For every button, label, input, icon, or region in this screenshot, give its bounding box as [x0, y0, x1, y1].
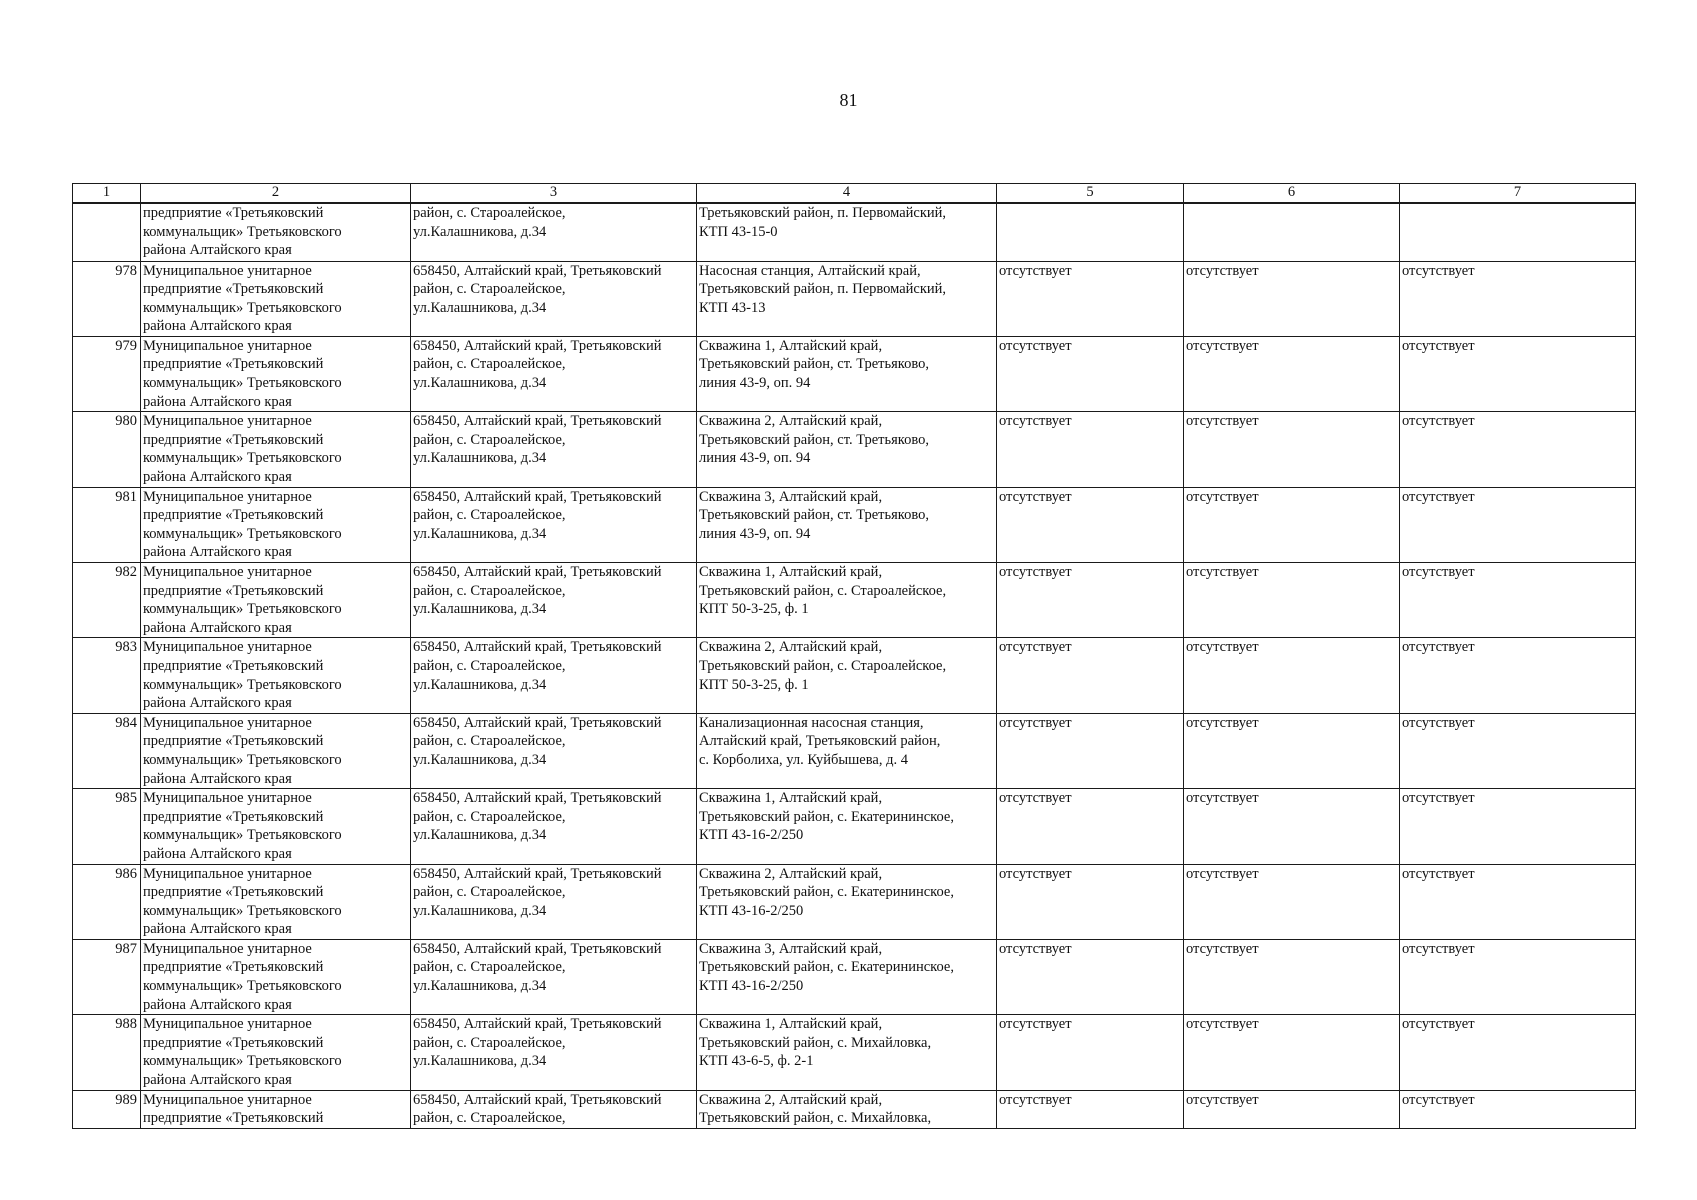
facility-location-cell [697, 638, 997, 713]
cell-line: предприятие «Третьяковский [143, 1110, 324, 1127]
cell-line: коммунальщик» Третьяковского [143, 978, 342, 995]
facility-location-cell [697, 261, 997, 336]
value-cell-5: отсутствует [997, 939, 1184, 1014]
table-row [73, 563, 1636, 638]
cell-line: Скважина 3, Алтайский край, [699, 488, 883, 505]
value-cell-6: отсутствует [1184, 864, 1400, 939]
value-cell-6: отсутствует [1184, 638, 1400, 713]
address-cell [411, 864, 697, 939]
organization-cell [141, 1090, 411, 1128]
cell-line: предприятие «Третьяковский [143, 808, 324, 825]
cell-line: КТП 43-16-2/250 [699, 902, 804, 919]
table-row [73, 412, 1636, 487]
cell-line: района Алтайского края [143, 544, 292, 561]
cell-line: Скважина 1, Алтайский край, [699, 337, 883, 354]
row-number-cell: 981 [73, 487, 141, 562]
table-row [73, 203, 1636, 261]
value-cell-5: отсутствует [997, 412, 1184, 487]
cell-line: Муниципальное унитарное [143, 865, 312, 882]
cell-line: Скважина 1, Алтайский край, [699, 1016, 883, 1033]
row-number-cell: 986 [73, 864, 141, 939]
value-cell-6: отсутствует [1184, 1090, 1400, 1128]
cell-line: района Алтайского края [143, 318, 292, 335]
cell-line: коммунальщик» Третьяковского [143, 1053, 342, 1070]
cell-line: коммунальщик» Третьяковского [143, 902, 342, 919]
cell-line: ул.Калашникова, д.34 [413, 978, 547, 995]
organization-cell [141, 563, 411, 638]
row-number-cell: 982 [73, 563, 141, 638]
row-number-cell: 985 [73, 789, 141, 864]
cell-line: Третьяковский район, с. Староалейское, [699, 657, 947, 674]
cell-line: Третьяковский район, ст. Третьяково, [699, 431, 929, 448]
cell-line: Муниципальное унитарное [143, 1016, 312, 1033]
cell-line: ул.Калашникова, д.34 [413, 827, 547, 844]
cell-line: 658450, Алтайский край, Третьяковский [413, 714, 662, 731]
cell-line: 658450, Алтайский край, Третьяковский [413, 262, 662, 279]
cell-line: КТП 43-13 [699, 299, 766, 316]
cell-line: ул.Калашникова, д.34 [413, 676, 547, 693]
row-number-cell [73, 203, 141, 261]
cell-line: 658450, Алтайский край, Третьяковский [413, 564, 662, 580]
cell-line: района Алтайского края [143, 996, 292, 1013]
cell-line: Муниципальное унитарное [143, 639, 312, 656]
cell-line: КТП 43-6-5, ф. 2-1 [699, 1053, 814, 1070]
value-cell-6: отсутствует [1184, 487, 1400, 562]
cell-line: 658450, Алтайский край, Третьяковский [413, 790, 662, 807]
value-cell-6: отсутствует [1184, 713, 1400, 788]
cell-line: Скважина 3, Алтайский край, [699, 940, 883, 957]
cell-line: Третьяковский район, с. Екатерининское, [699, 959, 954, 976]
cell-line: линия 43-9, оп. 94 [699, 525, 811, 542]
value-cell-5: отсутствует [997, 638, 1184, 713]
cell-line: района Алтайского края [143, 469, 292, 486]
table-row [73, 336, 1636, 411]
value-cell-6: отсутствует [1184, 336, 1400, 411]
cell-line: район, с. Староалейское, [413, 959, 566, 976]
organization-cell [141, 203, 411, 261]
cell-line: предприятие «Третьяковский [143, 205, 324, 221]
cell-line: линия 43-9, оп. 94 [699, 375, 811, 392]
cell-line: ул.Калашникова, д.34 [413, 375, 547, 392]
row-number-cell: 984 [73, 713, 141, 788]
cell-line: район, с. Староалейское, [413, 507, 566, 524]
column-number-row [73, 184, 1636, 204]
row-number-cell: 980 [73, 412, 141, 487]
value-cell-6: отсутствует [1184, 563, 1400, 638]
column-header-4: 4 [697, 184, 997, 204]
cell-line: Муниципальное унитарное [143, 262, 312, 279]
table-row [73, 1090, 1636, 1128]
cell-line: район, с. Староалейское, [413, 281, 566, 298]
cell-line: района Алтайского края [143, 921, 292, 938]
cell-line: ул.Калашникова, д.34 [413, 902, 547, 919]
cell-line: Скважина 2, Алтайский край, [699, 413, 883, 430]
cell-line: Третьяковский район, с. Староалейское, [699, 582, 947, 599]
value-cell-5: отсутствует [997, 336, 1184, 411]
cell-line: предприятие «Третьяковский [143, 733, 324, 750]
cell-line: 658450, Алтайский край, Третьяковский [413, 337, 662, 354]
facility-location-cell [697, 487, 997, 562]
cell-line: Муниципальное унитарное [143, 413, 312, 430]
column-header-6: 6 [1184, 184, 1400, 204]
facility-location-cell [697, 939, 997, 1014]
cell-line: района Алтайского края [143, 695, 292, 712]
cell-line: ул.Калашникова, д.34 [413, 751, 547, 768]
facility-location-cell [697, 336, 997, 411]
cell-line: коммунальщик» Третьяковского [143, 299, 342, 316]
cell-line: КТП 43-16-2/250 [699, 827, 804, 844]
row-number-cell: 978 [73, 261, 141, 336]
cell-line: район, с. Староалейское, [413, 733, 566, 750]
cell-line: ул.Калашникова, д.34 [413, 525, 547, 542]
cell-line: предприятие «Третьяковский [143, 356, 324, 373]
cell-line: район, с. Староалейское, [413, 1110, 566, 1127]
cell-line: предприятие «Третьяковский [143, 281, 324, 298]
cell-line: 658450, Алтайский край, Третьяковский [413, 1091, 662, 1108]
value-cell-6: отсутствует [1184, 1015, 1400, 1090]
value-cell-6 [1184, 203, 1400, 261]
cell-line: Скважина 1, Алтайский край, [699, 790, 883, 807]
cell-line: Муниципальное унитарное [143, 714, 312, 731]
address-cell [411, 261, 697, 336]
cell-line: Муниципальное унитарное [143, 488, 312, 505]
value-cell-7: отсутствует [1400, 713, 1636, 788]
table-body [73, 203, 1636, 1128]
column-header-2: 2 [141, 184, 411, 204]
value-cell-6: отсутствует [1184, 789, 1400, 864]
cell-line: коммунальщик» Третьяковского [143, 751, 342, 768]
address-cell [411, 789, 697, 864]
facility-location-cell [697, 1090, 997, 1128]
cell-line: КТП 43-15-0 [699, 223, 778, 240]
cell-line: Муниципальное унитарное [143, 564, 312, 580]
cell-line: коммунальщик» Третьяковского [143, 601, 342, 618]
value-cell-7: отсутствует [1400, 487, 1636, 562]
organization-cell [141, 864, 411, 939]
cell-line: КТП 43-16-2/250 [699, 978, 804, 995]
table-row [73, 638, 1636, 713]
address-cell [411, 1015, 697, 1090]
cell-line: Третьяковский район, с. Екатерининское, [699, 808, 954, 825]
table-row [73, 864, 1636, 939]
organization-cell [141, 487, 411, 562]
value-cell-7: отсутствует [1400, 336, 1636, 411]
cell-line: коммунальщик» Третьяковского [143, 827, 342, 844]
cell-line: предприятие «Третьяковский [143, 959, 324, 976]
organization-cell [141, 939, 411, 1014]
cell-line: 658450, Алтайский край, Третьяковский [413, 488, 662, 505]
facility-location-cell [697, 864, 997, 939]
value-cell-5: отсутствует [997, 261, 1184, 336]
cell-line: район, с. Староалейское, [413, 205, 566, 221]
cell-line: Третьяковский район, п. Первомайский, [699, 205, 947, 221]
cell-line: район, с. Староалейское, [413, 356, 566, 373]
value-cell-6: отсутствует [1184, 939, 1400, 1014]
row-number-cell: 987 [73, 939, 141, 1014]
cell-line: район, с. Староалейское, [413, 1034, 566, 1051]
address-cell [411, 713, 697, 788]
cell-line: ул.Калашникова, д.34 [413, 1053, 547, 1070]
cell-line: Третьяковский район, п. Первомайский, [699, 281, 947, 298]
organization-cell [141, 638, 411, 713]
cell-line: Третьяковский район, с. Екатерининское, [699, 884, 954, 901]
table-row [73, 939, 1636, 1014]
value-cell-5: отсутствует [997, 789, 1184, 864]
table-row [73, 487, 1636, 562]
value-cell-7: отсутствует [1400, 1015, 1636, 1090]
cell-line: 658450, Алтайский край, Третьяковский [413, 940, 662, 957]
cell-line: района Алтайского края [143, 1072, 292, 1089]
cell-line: коммунальщик» Третьяковского [143, 375, 342, 392]
organization-cell [141, 1015, 411, 1090]
facility-location-cell [697, 789, 997, 864]
cell-line: Муниципальное унитарное [143, 940, 312, 957]
cell-line: Скважина 2, Алтайский край, [699, 865, 883, 882]
cell-line: предприятие «Третьяковский [143, 431, 324, 448]
organization-cell [141, 412, 411, 487]
cell-line: линия 43-9, оп. 94 [699, 450, 811, 467]
cell-line: Муниципальное унитарное [143, 790, 312, 807]
cell-line: района Алтайского края [143, 393, 292, 410]
cell-line: Третьяковский район, ст. Третьяково, [699, 507, 929, 524]
address-cell [411, 563, 697, 638]
cell-line: предприятие «Третьяковский [143, 884, 324, 901]
value-cell-7: отсутствует [1400, 939, 1636, 1014]
cell-line: ул.Калашникова, д.34 [413, 450, 547, 467]
row-number-cell: 983 [73, 638, 141, 713]
cell-line: коммунальщик» Третьяковского [143, 223, 342, 240]
address-cell [411, 203, 697, 261]
row-number-cell: 988 [73, 1015, 141, 1090]
organization-cell [141, 336, 411, 411]
cell-line: предприятие «Третьяковский [143, 507, 324, 524]
cell-line: предприятие «Третьяковский [143, 1034, 324, 1051]
cell-line: 658450, Алтайский край, Третьяковский [413, 1016, 662, 1033]
value-cell-5: отсутствует [997, 713, 1184, 788]
address-cell [411, 412, 697, 487]
value-cell-7: отсутствует [1400, 1090, 1636, 1128]
facility-location-cell [697, 713, 997, 788]
address-cell [411, 487, 697, 562]
cell-line: КПТ 50-3-25, ф. 1 [699, 601, 809, 618]
value-cell-7 [1400, 203, 1636, 261]
value-cell-7: отсутствует [1400, 412, 1636, 487]
organization-cell [141, 713, 411, 788]
cell-line: район, с. Староалейское, [413, 808, 566, 825]
value-cell-6: отсутствует [1184, 261, 1400, 336]
organization-cell [141, 261, 411, 336]
cell-line: Насосная станция, Алтайский край, [699, 262, 921, 279]
cell-line: 658450, Алтайский край, Третьяковский [413, 865, 662, 882]
facility-location-cell [697, 412, 997, 487]
value-cell-6: отсутствует [1184, 412, 1400, 487]
cell-line: Скважина 1, Алтайский край, [699, 564, 883, 580]
cell-line: район, с. Староалейское, [413, 884, 566, 901]
registry-table [72, 183, 1636, 1129]
value-cell-5: отсутствует [997, 1015, 1184, 1090]
value-cell-7: отсутствует [1400, 864, 1636, 939]
address-cell [411, 638, 697, 713]
organization-cell [141, 789, 411, 864]
column-header-1: 1 [73, 184, 141, 204]
cell-line: района Алтайского края [143, 770, 292, 787]
cell-line: ул.Калашникова, д.34 [413, 223, 547, 240]
row-number-cell: 989 [73, 1090, 141, 1128]
table-row [73, 1015, 1636, 1090]
cell-line: Канализационная насосная станция, [699, 714, 924, 731]
cell-line: Алтайский край, Третьяковский район, [699, 733, 941, 750]
address-cell [411, 1090, 697, 1128]
cell-line: района Алтайского края [143, 845, 292, 862]
cell-line: ул.Калашникова, д.34 [413, 601, 547, 618]
cell-line: района Алтайского края [143, 619, 292, 636]
column-header-7: 7 [1400, 184, 1636, 204]
value-cell-7: отсутствует [1400, 638, 1636, 713]
value-cell-5: отсутствует [997, 563, 1184, 638]
cell-line: 658450, Алтайский край, Третьяковский [413, 413, 662, 430]
value-cell-7: отсутствует [1400, 789, 1636, 864]
address-cell [411, 336, 697, 411]
cell-line: район, с. Староалейское, [413, 431, 566, 448]
value-cell-5: отсутствует [997, 487, 1184, 562]
cell-line: коммунальщик» Третьяковского [143, 525, 342, 542]
value-cell-5: отсутствует [997, 864, 1184, 939]
cell-line: коммунальщик» Третьяковского [143, 676, 342, 693]
page-number: 81 [839, 90, 858, 110]
column-header-5: 5 [997, 184, 1184, 204]
cell-line: 658450, Алтайский край, Третьяковский [413, 639, 662, 656]
cell-line: район, с. Староалейское, [413, 657, 566, 674]
table-row [73, 261, 1636, 336]
cell-line: предприятие «Третьяковский [143, 582, 324, 599]
value-cell-5: отсутствует [997, 1090, 1184, 1128]
cell-line: Муниципальное унитарное [143, 1091, 312, 1108]
value-cell-5 [997, 203, 1184, 261]
cell-line: Третьяковский район, с. Михайловка, [699, 1034, 932, 1051]
table-header [73, 184, 1636, 204]
facility-location-cell [697, 563, 997, 638]
cell-line: ул.Калашникова, д.34 [413, 299, 547, 316]
cell-line: Скважина 2, Алтайский край, [699, 639, 883, 656]
cell-line: КПТ 50-3-25, ф. 1 [699, 676, 809, 693]
value-cell-7: отсутствует [1400, 261, 1636, 336]
cell-line: с. Корболиха, ул. Куйбышева, д. 4 [699, 751, 908, 768]
cell-line: Третьяковский район, ст. Третьяково, [699, 356, 929, 373]
table-row [73, 713, 1636, 788]
cell-line: коммунальщик» Третьяковского [143, 450, 342, 467]
facility-location-cell [697, 1015, 997, 1090]
column-header-3: 3 [411, 184, 697, 204]
table-row [73, 789, 1636, 864]
address-cell [411, 939, 697, 1014]
facility-location-cell [697, 203, 997, 261]
cell-line: район, с. Староалейское, [413, 582, 566, 599]
cell-line: Третьяковский район, с. Михайловка, [699, 1110, 932, 1127]
cell-line: предприятие «Третьяковский [143, 657, 324, 674]
row-number-cell: 979 [73, 336, 141, 411]
cell-line: района Алтайского края [143, 242, 292, 259]
cell-line: Муниципальное унитарное [143, 337, 312, 354]
value-cell-7: отсутствует [1400, 563, 1636, 638]
cell-line: Скважина 2, Алтайский край, [699, 1091, 883, 1108]
